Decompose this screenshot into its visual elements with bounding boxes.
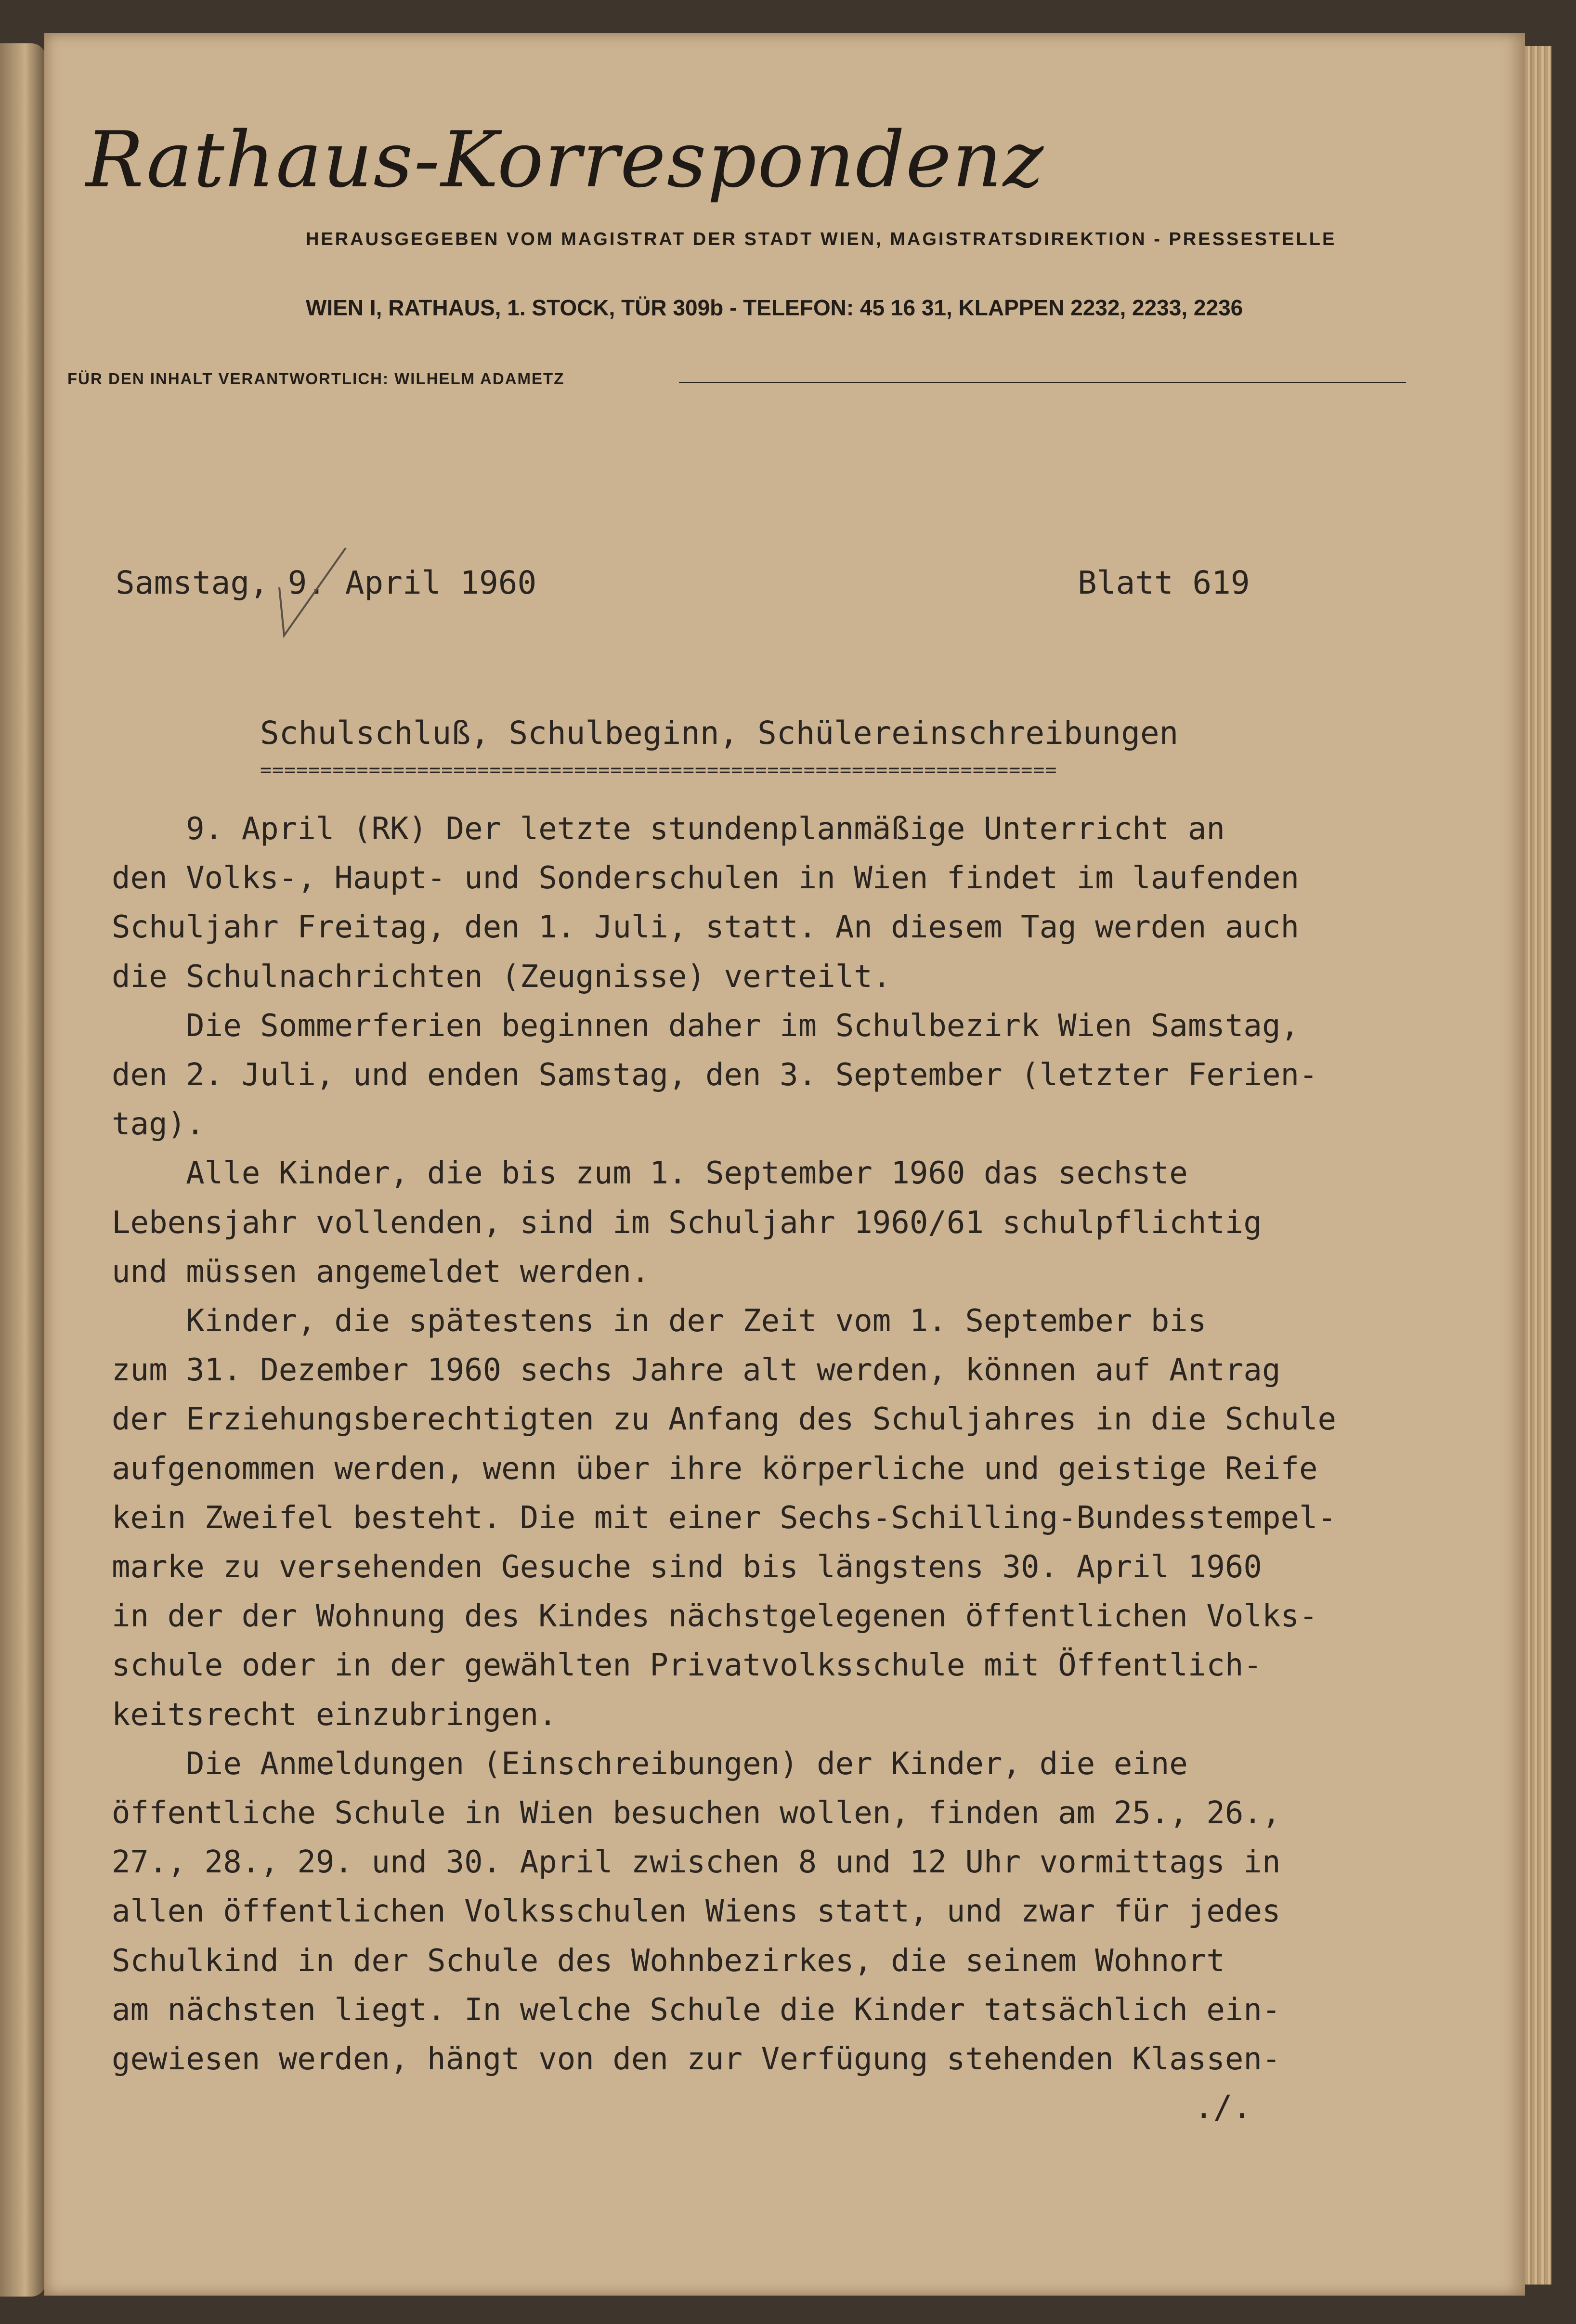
masthead-responsible: FÜR DEN INHALT VERANTWORTLICH: WILHELM ADAMETZ — [67, 370, 565, 388]
body-line: Die Sommerferien beginnen daher im Schulbezirk Wien Samstag, — [112, 1008, 1299, 1044]
masthead-rule — [679, 382, 1406, 383]
masthead-address: WIEN I, RATHAUS, 1. STOCK, TÜR 309b - TELEFON: 45 16 31, KLAPPEN 2232, 2233, 2236 — [306, 295, 1243, 320]
body-line: schule oder in der gewählten Privatvolksschule mit Öffentlich- — [112, 1648, 1262, 1684]
body-line: öffentliche Schule in Wien besuchen wollen, finden am 25., 26., — [112, 1795, 1281, 1831]
body-line: keitsrecht einzubringen. — [112, 1697, 557, 1733]
body-line: allen öffentlichen Volksschulen Wiens statt, und zwar für jedes — [112, 1894, 1281, 1930]
pencil-check-mark — [274, 544, 351, 640]
body-line: den 2. Juli, und enden Samstag, den 3. September (letzter Ferien- — [112, 1057, 1318, 1093]
body-line: in der der Wohnung des Kindes nächstgelegenen öffentlichen Volks- — [112, 1598, 1318, 1635]
body-line: tag). — [112, 1106, 205, 1143]
body-line: Schuljahr Freitag, den 1. Juli, statt. An diesem Tag werden auch — [112, 909, 1299, 946]
body-line: aufgenommen werden, wenn über ihre körperliche und geistige Reife — [112, 1451, 1318, 1487]
article-headline: Schulschluß, Schulbeginn, Schülereinschreibungen — [260, 714, 1179, 752]
body-line: Die Anmeldungen (Einschreibungen) der Kinder, die eine — [112, 1746, 1188, 1782]
body-line: 27., 28., 29. und 30. April zwischen 8 und 12 Uhr vormittags in — [112, 1844, 1281, 1881]
body-line: 9. April (RK) Der letzte stundenplanmäßige Unterricht an — [112, 811, 1225, 847]
body-line: am nächsten liegt. In welche Schule die Kinder tatsächlich ein- — [112, 1992, 1281, 2028]
dateline-sheet: Blatt 619 — [1078, 564, 1250, 601]
facing-page-edge — [0, 43, 46, 2297]
body-line: Schulkind in der Schule des Wohnbezirkes, die seinem Wohnort — [112, 1943, 1225, 1979]
body-line: die Schulnachrichten (Zeugnisse) verteilt. — [112, 959, 891, 995]
dateline-date: Samstag, 9. April 1960 — [116, 564, 537, 601]
body-line: Alle Kinder, die bis zum 1. September 1960 das sechste — [112, 1156, 1188, 1192]
body-line: kein Zweifel besteht. Die mit einer Sechs-Schilling-Bundesstempel- — [112, 1500, 1337, 1536]
body-line: marke zu versehenden Gesuche sind bis längstens 30. April 1960 — [112, 1549, 1262, 1585]
continuation-mark: ./. — [1194, 2089, 1252, 2126]
body-line: zum 31. Dezember 1960 sechs Jahre alt werden, können auf Antrag — [112, 1352, 1281, 1389]
body-line: Kinder, die spätestens in der Zeit vom 1. September bis — [112, 1303, 1207, 1339]
body-line: den Volks-, Haupt- und Sonderschulen in Wien findet im laufenden — [112, 860, 1299, 896]
body-line: der Erziehungsberechtigten zu Anfang des Schuljahres in die Schule — [112, 1402, 1337, 1438]
headline-double-rule: ================================================================== — [260, 759, 1057, 781]
body-line: gewiesen werden, hängt von den zur Verfügung stehenden Klassen- — [112, 2041, 1281, 2077]
masthead-publisher: HERAUSGEGEBEN VOM MAGISTRAT DER STADT WIEN, MAGISTRATSDIREKTION - PRESSESTELLE — [306, 229, 1337, 249]
body-line: Lebensjahr vollenden, sind im Schuljahr 1960/61 schulpflichtig — [112, 1205, 1262, 1241]
body-line: und müssen angemeldet werden. — [112, 1254, 650, 1290]
masthead-title: Rathaus-Korrespondenz — [86, 115, 1045, 205]
page-stack-edge — [1525, 46, 1551, 2285]
